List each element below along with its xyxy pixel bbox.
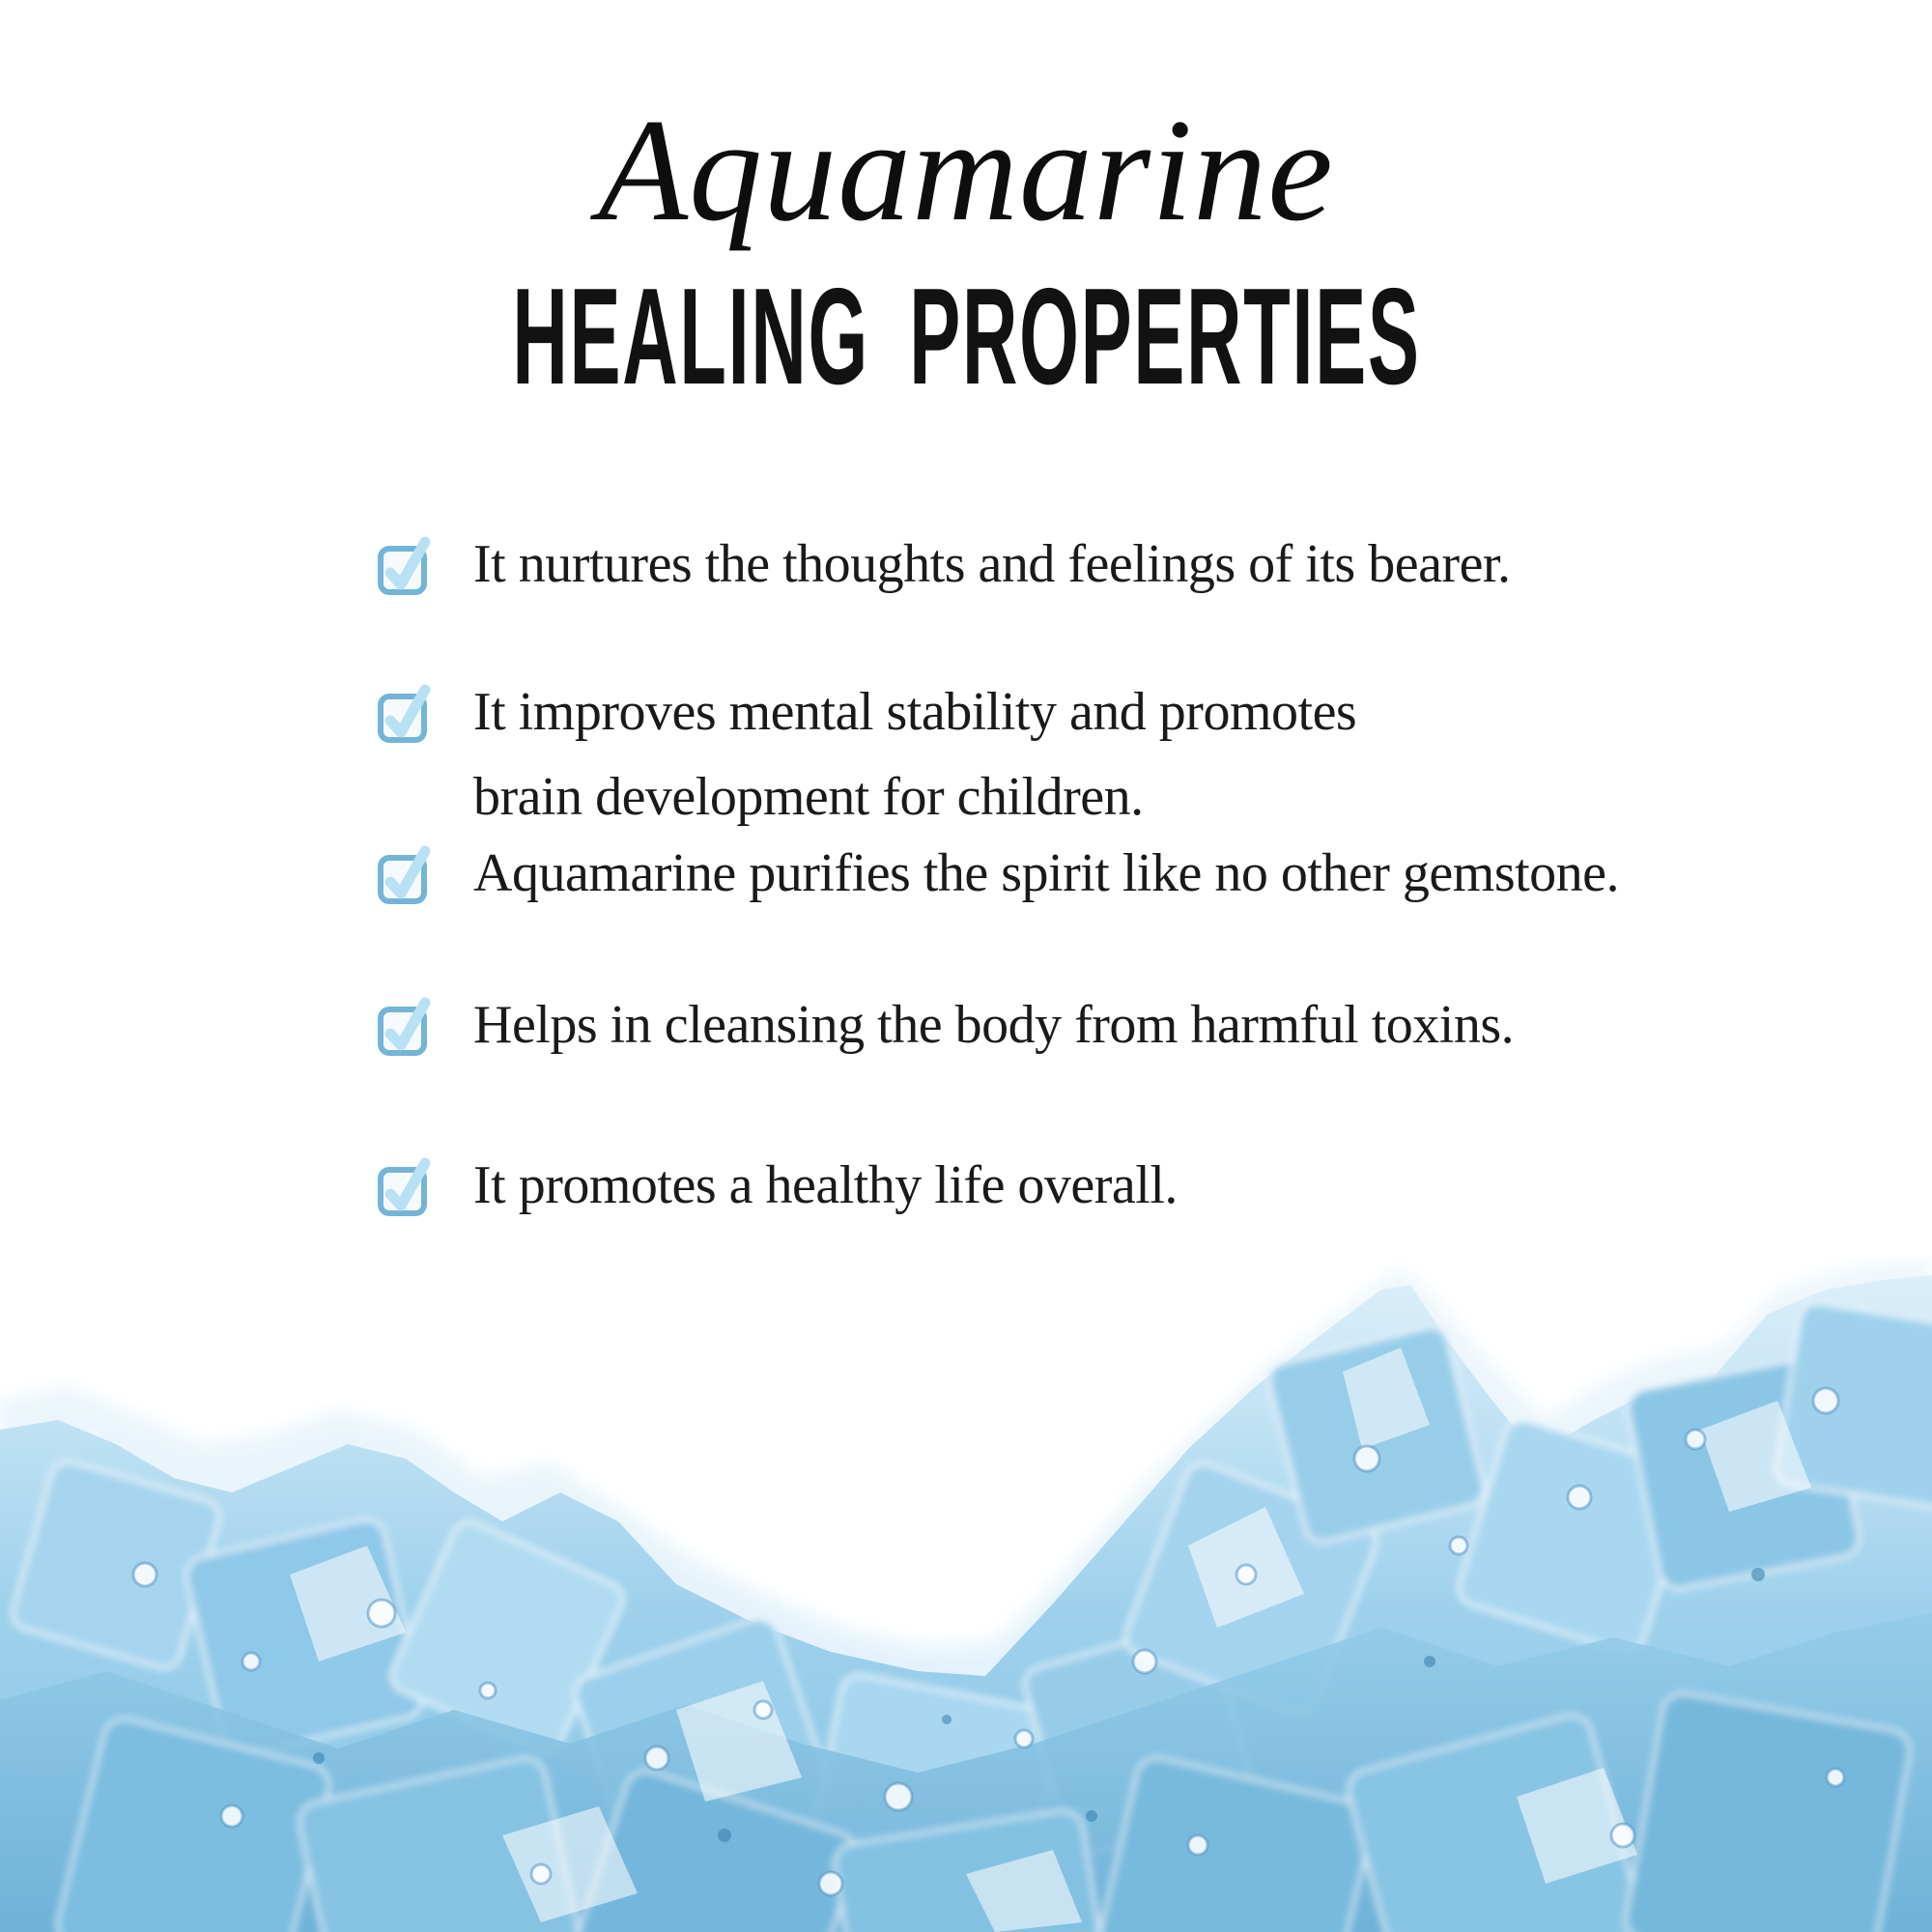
checklist-item-text: It nurtures the thoughts and feelings of its bearer. (473, 534, 1511, 594)
checked-checkbox-icon (377, 683, 435, 745)
page-title: Aquamarine (598, 89, 1334, 251)
checklist-item (377, 1143, 1178, 1228)
checklist-item-text: Aquamarine purifies the spirit like no other gemstone. (473, 843, 1620, 903)
checked-checkbox-icon (377, 535, 435, 597)
checklist-item (377, 522, 1511, 607)
checklist-item (377, 669, 1356, 839)
checklist-item (377, 831, 1619, 916)
checklist-item-text: It improves mental stability and promotes brain development for children. (473, 682, 1357, 827)
page-subtitle (0, 260, 1932, 413)
checklist-item (377, 982, 1514, 1067)
checklist-item-text: Helps in cleansing the body from harmful toxins. (473, 995, 1515, 1055)
checked-checkbox-icon (377, 1156, 435, 1218)
checked-checkbox-icon (377, 996, 435, 1058)
page-subtitle-text: HEALING PROPERTIES (511, 260, 1421, 413)
ice-crystals-photo (0, 1256, 1932, 1932)
checked-checkbox-icon (377, 844, 435, 906)
checklist-item-text: It promotes a healthy life overall. (473, 1155, 1178, 1215)
